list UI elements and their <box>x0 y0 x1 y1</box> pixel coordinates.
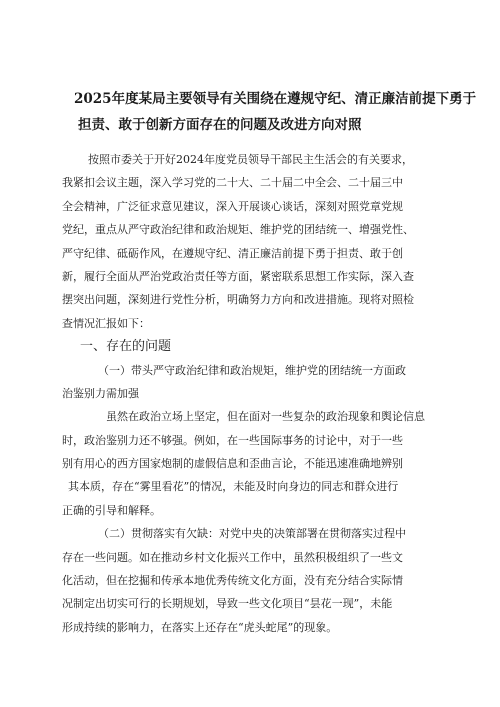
paragraph-line: 虽然在政治立场上坚定，但在面对一些复杂的政治现象和舆论信息 <box>106 410 425 424</box>
paragraph-line: 存在一些问题。如在推动乡村文化振兴工作中，虽然积极组织了一些文 <box>62 550 403 564</box>
paragraph-line: 形成持续的影响力，在落实上还存在“虎头蛇尾”的现象。 <box>62 620 338 634</box>
intro-line: 严守纪律、砥砺作风，在遵规守纪、清正廉洁前提下勇于担责、敢于创 <box>62 246 403 260</box>
paragraph-line: 时，政治鉴别力还不够强。例如，在一些国际事务的讨论中，对于一些 <box>62 433 403 447</box>
intro-line: 按照市委关于开好2024年度党员领导干部民主生活会的有关要求， <box>88 153 413 166</box>
intro-line: 摆突出问题，深刻进行党性分析，明确努力方向和改进措施。现将对照检 <box>62 293 414 307</box>
title-line-1: 2025年度某局主要领导有关围绕在遵规守纪、清正廉洁前提下勇于 <box>74 91 477 107</box>
intro-line: 党纪，重点从严守政治纪律和政治规矩、维护党的团结统一、增强党性、 <box>62 223 414 237</box>
subsection-1 <box>62 359 462 523</box>
section-heading: 一、存在的问题 <box>80 339 172 355</box>
intro-line: 新，履行全面从严治党政治责任等方面，紧密联系思想工作实际，深入查 <box>62 269 414 283</box>
paragraph-line: （二）贯彻落实有欠缺：对党中央的决策部署在贯彻落实过程中 <box>98 527 406 541</box>
paragraph-line: 别有用心的西方国家炮制的虚假信息和歪曲言论，不能迅速准确地辨别 <box>62 457 403 471</box>
document-body <box>62 148 462 639</box>
subsection-heading-line: 治鉴别力需加强 <box>62 386 139 400</box>
intro-paragraph <box>62 148 462 335</box>
subsection-2 <box>62 522 462 639</box>
title-line-2: 担责、敢于创新方面存在的问题及改进方向对照 <box>78 117 362 133</box>
paragraph-line: 化活动，但在挖掘和传承本地优秀传统文化方面，没有充分结合实际情 <box>62 574 403 588</box>
document-title <box>74 86 477 138</box>
paragraph-line: 其本质，存在“雾里看花”的情况，未能及时向身边的同志和群众进行 <box>68 480 399 494</box>
intro-line: 查情况汇报如下： <box>62 316 150 330</box>
paragraph-line: 正确的引导和解释。 <box>62 503 161 517</box>
subsection-heading-line: （一）带头严守政治纪律和政治规矩，维护党的团结统一方面政 <box>98 363 406 377</box>
intro-line: 我紧扣会议主题，深入学习党的二十大、二十届二中全会、二十届三中 <box>62 176 403 190</box>
paragraph-line: 况制定出切实可行的长期规划，导致一些文化项目“昙花一现”，未能 <box>62 597 393 611</box>
intro-line: 全会精神，广泛征求意见建议，深入开展谈心谈话，深刻对照党章党规 <box>62 199 403 213</box>
